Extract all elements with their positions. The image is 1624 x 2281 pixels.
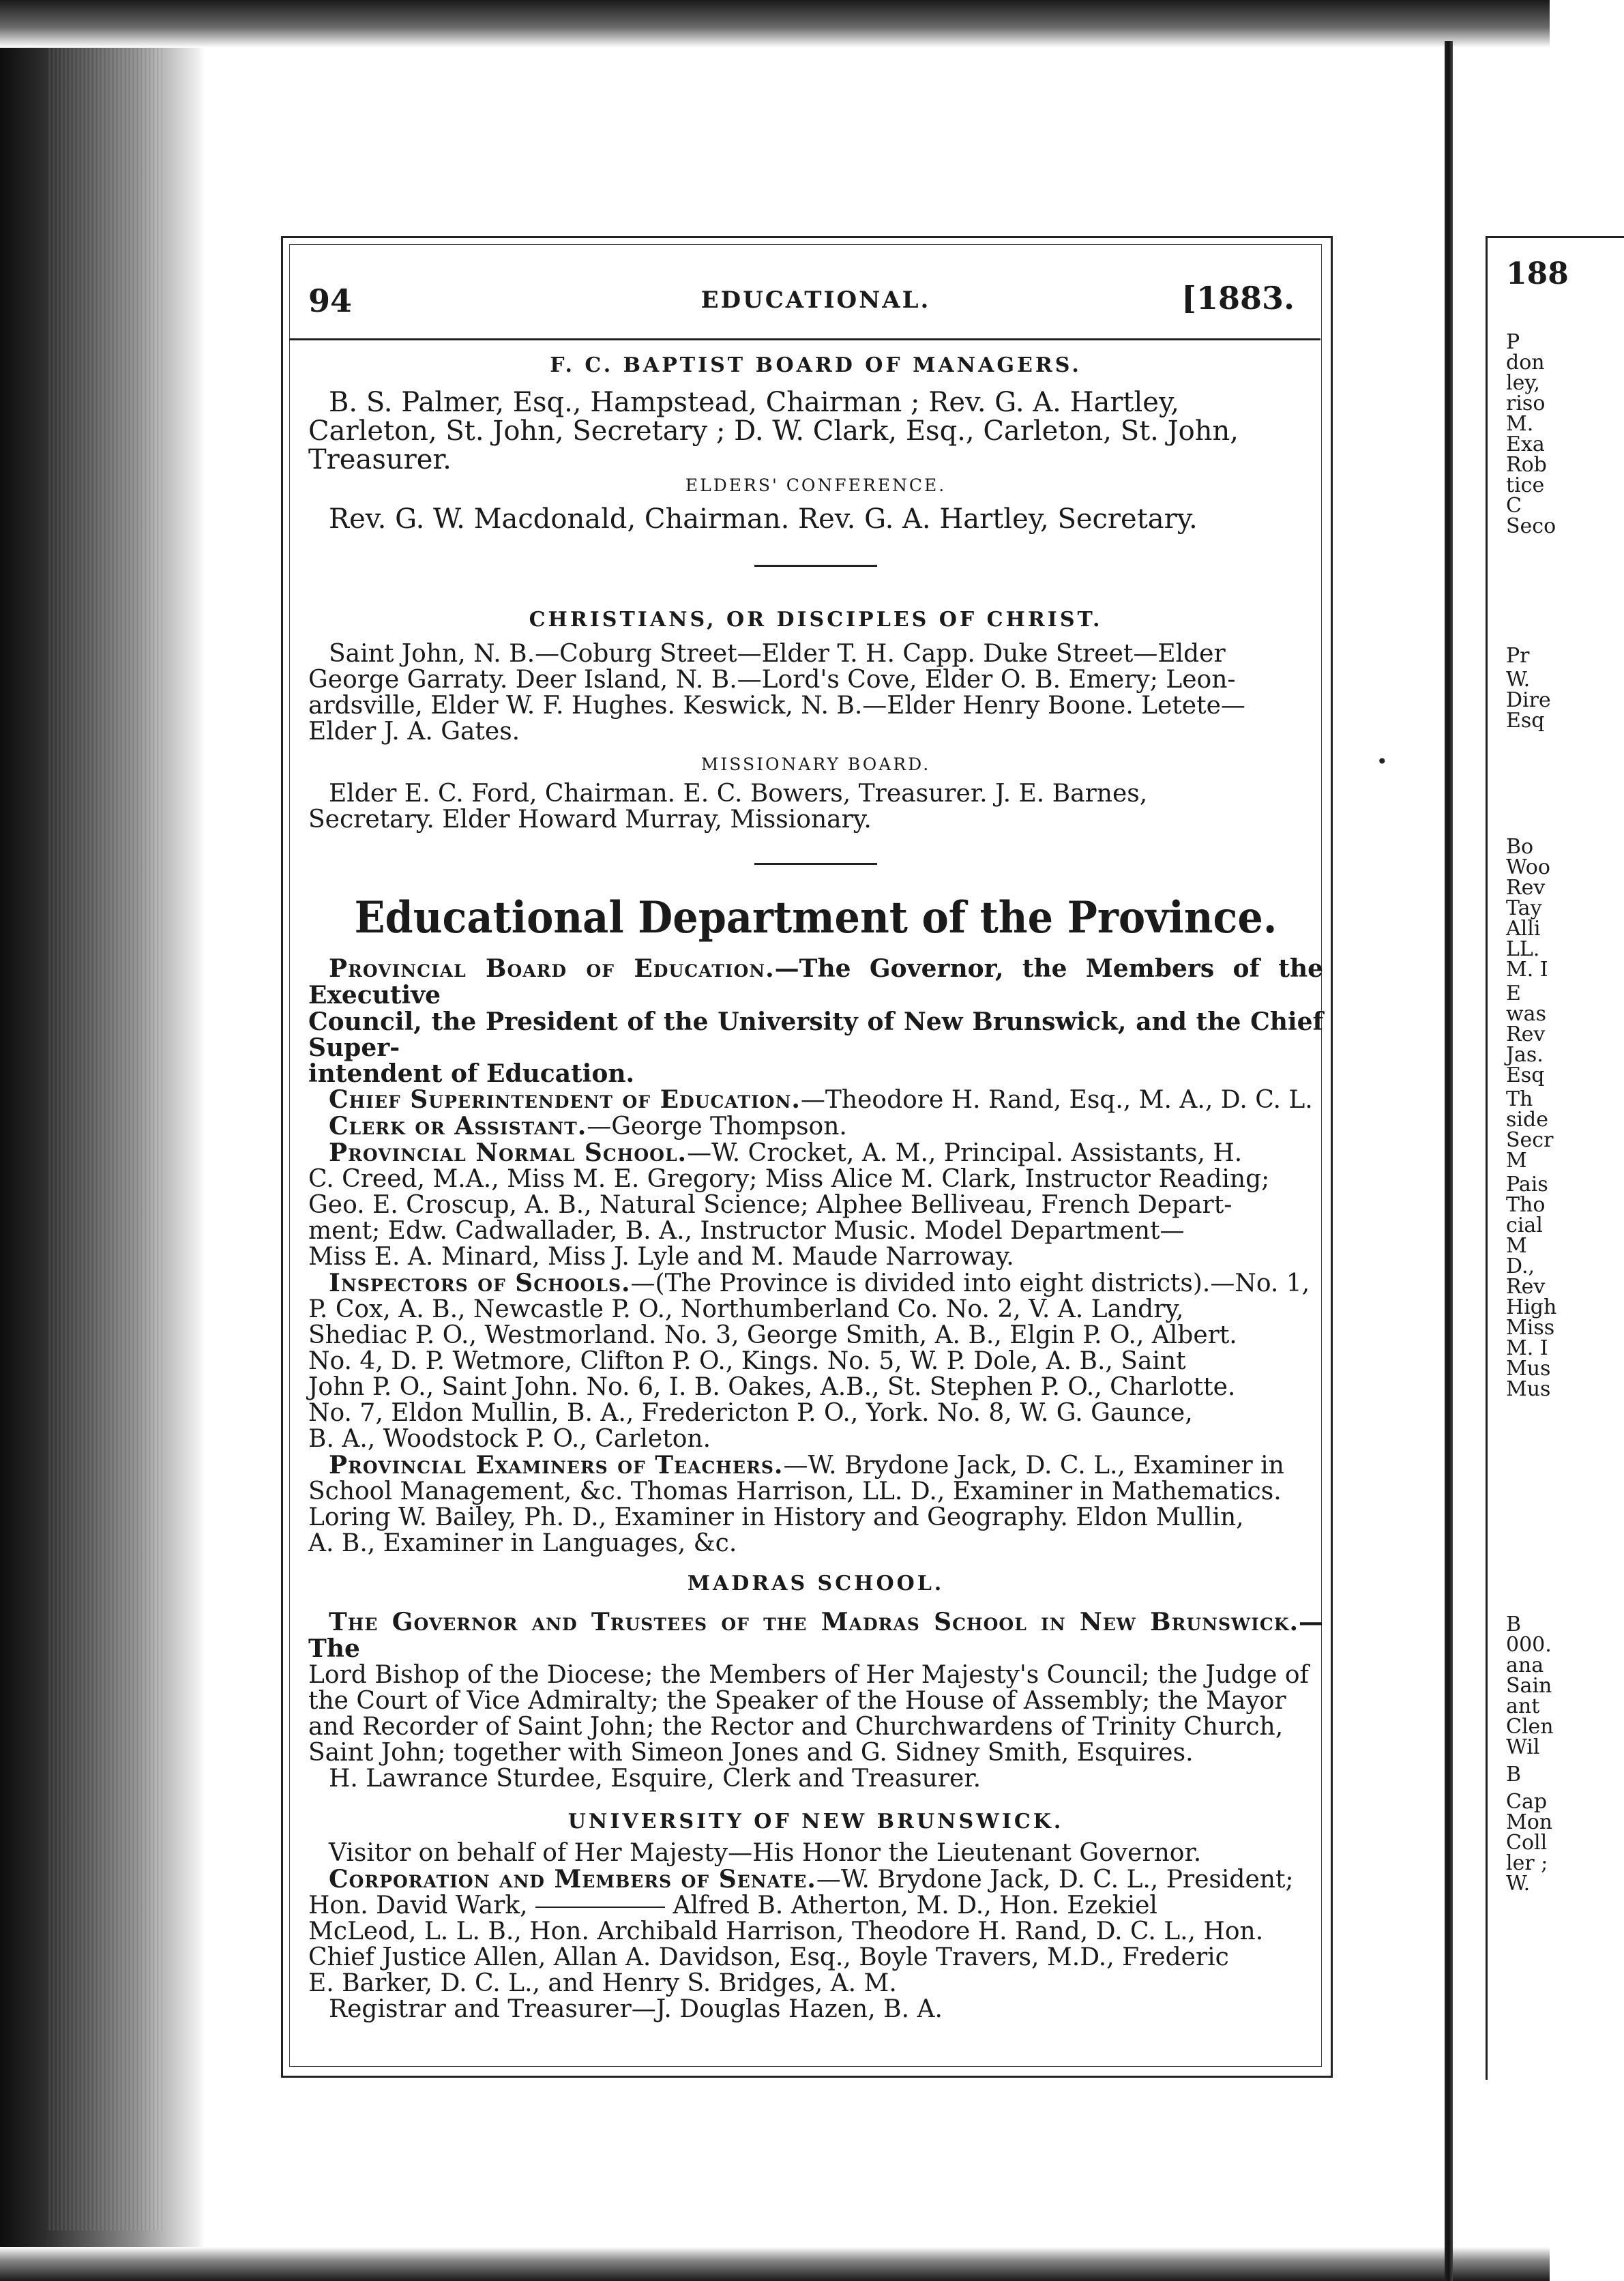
entry-text: Alfred B. Atherton, M. D., Hon. Ezekiel xyxy=(673,1892,1157,1919)
blank-rule xyxy=(535,1907,665,1908)
text-line: Elder J. A. Gates. xyxy=(308,718,520,746)
text-line: Registrar and Treasurer—J. Douglas Hazen, B. A. xyxy=(329,1995,943,2023)
section-fc-baptist xyxy=(308,353,1323,533)
section-title: F. C. BAPTIST BOARD OF MANAGERS. xyxy=(550,353,1082,377)
facing-page-fragment: ant xyxy=(1506,1694,1540,1718)
text-line: Geo. E. Croscup, A. B., Natural Science; Alphee Belliveau, French Depart- xyxy=(308,1191,1232,1219)
text-line: Lord Bishop of the Diocese; the Members of Her Majesty's Council; the Judge of xyxy=(308,1661,1309,1689)
section-madras-school xyxy=(308,1572,1323,1792)
facing-page-fragment: Coll xyxy=(1506,1831,1548,1855)
text-line: No. 4, D. P. Wetmore, Clifton P. O., Kings. No. 5, W. P. Dole, A. B., Saint xyxy=(308,1347,1186,1375)
facing-page-fragment: Tho xyxy=(1506,1193,1546,1217)
section-university-new-brunswick xyxy=(308,1810,1323,2022)
entry-label: Chief Superintendent of Education. xyxy=(329,1085,801,1114)
facing-page-fragment: Pais xyxy=(1506,1173,1548,1196)
running-head xyxy=(308,259,1323,325)
entry-text: —George Thompson. xyxy=(587,1113,847,1140)
facing-page-fragment: P xyxy=(1506,330,1520,354)
text-line: the Court of Vice Admiralty; the Speaker of the House of Assembly; the Mayor xyxy=(308,1687,1286,1715)
facing-page-fragment: Bo xyxy=(1506,835,1534,859)
entry-text: Hon. David Wark, xyxy=(308,1892,528,1919)
text-line: C. Creed, M.A., Miss M. E. Gregory; Miss Alice M. Clark, Instructor Reading; xyxy=(308,1165,1270,1193)
entry-normal-school xyxy=(308,1140,1323,1166)
text-line: A. B., Examiner in Languages, &c. xyxy=(308,1529,737,1557)
section-title: UNIVERSITY OF NEW BRUNSWICK. xyxy=(567,1810,1064,1834)
text-line: Secretary. Elder Howard Murray, Missionary. xyxy=(308,806,872,834)
facing-page-fragment: High xyxy=(1506,1295,1557,1319)
entry-label: Provincial Examiners of Teachers. xyxy=(329,1451,784,1480)
entry-text: —W. Brydone Jack, D. C. L., Examiner in xyxy=(783,1452,1284,1480)
entry-label: Provincial Normal School. xyxy=(329,1138,688,1167)
facing-page-fragment: D., xyxy=(1506,1254,1535,1278)
text-line: Miss E. A. Minard, Miss J. Lyle and M. Maude Narroway. xyxy=(308,1243,1014,1271)
facing-page-fragment: cial xyxy=(1506,1213,1543,1237)
page-content xyxy=(308,259,1323,2022)
text-line-with-blank xyxy=(308,1893,1323,1919)
scan-top-shadow xyxy=(0,0,1550,48)
entry-text: —W. Brydone Jack, D. C. L., President; xyxy=(816,1866,1294,1894)
text-line: School Management, &c. Thomas Harrison, LL. D., Examiner in Mathematics. xyxy=(308,1477,1282,1505)
text-line: Carleton, St. John, Secretary ; D. W. Clark, Esq., Carleton, St. John, xyxy=(308,415,1239,447)
facing-page-fragment: was xyxy=(1506,1002,1546,1026)
text-line: E. Barker, D. C. L., and Henry S. Bridges, A. M. xyxy=(308,1969,897,1997)
facing-page-fragment: M xyxy=(1506,1234,1527,1258)
facing-page-fragment: M. I xyxy=(1506,958,1548,982)
facing-page-fragment: LL. xyxy=(1506,937,1540,961)
entry-text: —Theodore H. Rand, Esq., M. A., D. C. L. xyxy=(800,1086,1313,1114)
text-line: Loring W. Bailey, Ph. D., Examiner in History and Geography. Eldon Mullin, xyxy=(308,1503,1244,1531)
facing-page-fragment: W. xyxy=(1506,1872,1531,1896)
facing-page-fragment: Jas. xyxy=(1506,1043,1544,1067)
subsection-title: ELDERS' CONFERENCE. xyxy=(685,475,947,495)
scan-speck: • xyxy=(1376,750,1388,773)
facing-page-fragment: 000. xyxy=(1506,1633,1552,1657)
facing-page-fragment: tice xyxy=(1506,473,1545,497)
facing-page-fragment: W. xyxy=(1506,668,1531,692)
page-gutter xyxy=(1445,41,1453,2281)
entry-inspectors xyxy=(308,1270,1323,1297)
text-line: intendent of Education. xyxy=(308,1059,635,1088)
entry-label: Clerk or Assistant. xyxy=(329,1112,587,1140)
text-line: P. Cox, A. B., Newcastle P. O., Northumberland Co. No. 2, V. A. Landry, xyxy=(308,1295,1184,1323)
entry-examiners xyxy=(308,1452,1323,1479)
facing-page-fragment: ley, xyxy=(1506,371,1540,395)
facing-page-fragment: Esq xyxy=(1506,709,1545,733)
text-line: H. Lawrance Sturdee, Esquire, Clerk and Treasurer. xyxy=(329,1765,981,1793)
facing-page-fragment: Rev xyxy=(1506,1022,1546,1046)
facing-page-fragment: Miss xyxy=(1506,1316,1555,1340)
text-line: ment; Edw. Cadwallader, B. A., Instructor Music. Model Department— xyxy=(308,1217,1185,1245)
facing-page-fragment: Woo xyxy=(1506,855,1550,879)
facing-page-fragment: Tay xyxy=(1506,896,1542,920)
text-line: Rev. G. W. Macdonald, Chairman. Rev. G. A. Hartley, Secretary. xyxy=(329,503,1198,535)
facing-page-fragment: Rob xyxy=(1506,453,1547,477)
text-line: McLeod, L. L. B., Hon. Archibald Harrison, Theodore H. Rand, D. C. L., Hon. xyxy=(308,1917,1264,1945)
text-line: Elder E. C. Ford, Chairman. E. C. Bowers, Treasurer. J. E. Barnes, xyxy=(329,780,1148,808)
section-christians xyxy=(308,608,1323,833)
entry-clerk xyxy=(308,1113,1323,1140)
facing-page-fragment: E xyxy=(1506,982,1521,1005)
facing-page-fragment: Seco xyxy=(1506,514,1556,538)
facing-page-fragment: Secr xyxy=(1506,1128,1554,1152)
entry-label: The Governor and Trustees of the Madras School in New Brunswick. xyxy=(329,1608,1299,1636)
facing-page-fragment: don xyxy=(1506,351,1545,374)
main-heading: Educational Department of the Province. xyxy=(354,892,1278,943)
text-line: B. A., Woodstock P. O., Carleton. xyxy=(308,1425,711,1453)
entry-label: Provincial Board of Education. xyxy=(329,954,775,983)
entry-label: Corporation and Members of Senate. xyxy=(329,1865,816,1894)
facing-page-fragment: riso xyxy=(1506,392,1546,415)
text-line: Saint John; together with Simeon Jones and G. Sidney Smith, Esquires. xyxy=(308,1739,1194,1767)
facing-page-fragment: Mon xyxy=(1506,1810,1553,1834)
facing-page-fragment: Th xyxy=(1506,1087,1533,1111)
text-line: No. 7, Eldon Mullin, B. A., Fredericton P. O., York. No. 8, W. G. Gaunce, xyxy=(308,1399,1193,1427)
facing-page-fragment: Clen xyxy=(1506,1715,1554,1739)
subsection-title: MISSIONARY BOARD. xyxy=(700,754,931,774)
facing-page-fragment: Alli xyxy=(1506,917,1541,941)
entry-madras-trustees xyxy=(308,1609,1323,1662)
section-divider xyxy=(754,565,877,567)
text-line: Shediac P. O., Westmorland. No. 3, George Smith, A. B., Elgin P. O., Albert. xyxy=(308,1321,1237,1349)
text-line: John P. O., Saint John. No. 6, I. B. Oakes, A.B., St. Stephen P. O., Charlotte. xyxy=(308,1373,1236,1401)
running-title: EDUCATIONAL. xyxy=(700,286,931,314)
text-line: and Recorder of Saint John; the Rector and Churchwardens of Trinity Church, xyxy=(308,1713,1284,1741)
facing-page-fragment: ana xyxy=(1506,1653,1544,1677)
text-line: Chief Justice Allen, Allan A. Davidson, Esq., Boyle Travers, M.D., Frederic xyxy=(308,1943,1229,1971)
facing-page-fragment: side xyxy=(1506,1108,1548,1132)
facing-page-fragment: M xyxy=(1506,1149,1527,1173)
entry-corporation-senate xyxy=(308,1866,1323,1893)
facing-page-fragment: C xyxy=(1506,494,1522,518)
facing-page-fragment: Mus xyxy=(1506,1377,1551,1401)
facing-page-fragment: Wil xyxy=(1506,1735,1540,1759)
facing-page-fragment: Sain xyxy=(1506,1674,1552,1698)
facing-page-fragment: Rev xyxy=(1506,876,1546,900)
facing-page-fragment: M. xyxy=(1506,412,1534,436)
header-rule xyxy=(289,338,1320,340)
entry-chief-superintendent xyxy=(308,1087,1323,1113)
facing-page-fragment: Rev xyxy=(1506,1275,1546,1299)
facing-page-fragment: Exa xyxy=(1506,432,1545,456)
facing-page-fragment: B xyxy=(1506,1763,1522,1786)
entry-text: —(The Province is divided into eight districts).—No. 1, xyxy=(630,1269,1310,1297)
running-year: [1883. xyxy=(1181,280,1295,317)
facing-page-fragment: Pr xyxy=(1506,644,1530,668)
text-line: ardsville, Elder W. F. Hughes. Keswick, N. B.—Elder Henry Boone. Letete— xyxy=(308,692,1245,720)
binding-page-edges xyxy=(48,48,164,2231)
facing-page-fragment: M. I xyxy=(1506,1336,1548,1360)
text-line: Visitor on behalf of Her Majesty—His Honor the Lieutenant Governor. xyxy=(329,1839,1202,1867)
facing-page-fragment: Mus xyxy=(1506,1357,1551,1381)
scan-bottom-shadow xyxy=(0,2247,1550,2281)
section-title: MADRAS SCHOOL. xyxy=(687,1572,945,1595)
entry-label: Inspectors of Schools. xyxy=(329,1269,631,1297)
section-divider xyxy=(754,863,877,865)
book-binding-edge xyxy=(0,0,205,2281)
facing-page-sliver xyxy=(1465,236,1569,2078)
entry-provincial-board xyxy=(308,956,1323,1009)
entry-text: —The Governor, the Members of the Executive xyxy=(308,954,1324,1010)
entry-text: —The xyxy=(308,1608,1323,1663)
section-educational-department xyxy=(308,892,1323,1557)
text-line: Council, the President of the University of New Brunswick, and the Chief Super- xyxy=(308,1007,1323,1062)
facing-page-fragment: Esq xyxy=(1506,1063,1545,1087)
text-line: B. S. Palmer, Esq., Hampstead, Chairman ; Rev. G. A. Hartley, xyxy=(329,387,1179,418)
entry-text: —W. Crocket, A. M., Principal. Assistants, H. xyxy=(687,1139,1243,1167)
section-title: CHRISTIANS, OR DISCIPLES OF CHRIST. xyxy=(529,608,1103,632)
text-line: George Garraty. Deer Island, N. B.—Lord's Cove, Elder O. B. Emery; Leon- xyxy=(308,666,1236,694)
text-line: Treasurer. xyxy=(308,444,452,475)
facing-page-fragment: B xyxy=(1506,1613,1522,1636)
facing-page-fragment: 188 xyxy=(1506,256,1569,291)
facing-page-fragment: ler ; xyxy=(1506,1851,1548,1875)
facing-page-fragment: Dire xyxy=(1506,688,1551,712)
facing-page-fragment: Cap xyxy=(1506,1790,1548,1814)
text-line: Saint John, N. B.—Coburg Street—Elder T. H. Capp. Duke Street—Elder xyxy=(329,640,1226,668)
page-number: 94 xyxy=(308,282,353,319)
